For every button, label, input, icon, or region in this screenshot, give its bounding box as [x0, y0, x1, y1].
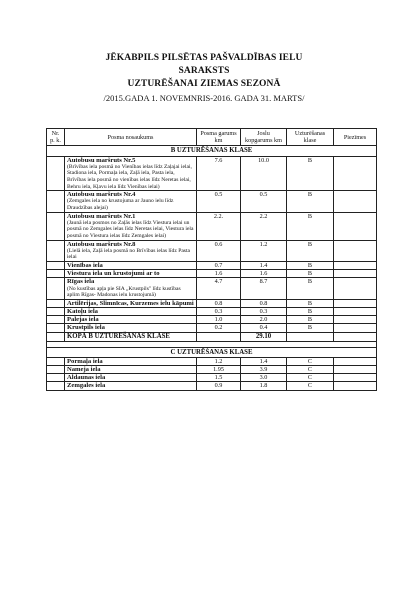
cell-notes	[334, 278, 377, 299]
header-class: Uzturēšanas klase	[287, 129, 334, 146]
street-name: Nameja iela	[65, 365, 197, 373]
header-strip-length: Joslu kopgarums km	[241, 129, 287, 146]
cell-name	[65, 324, 197, 332]
header-name: Posma nosaukums	[65, 129, 197, 146]
cell-length: 0.7	[197, 261, 241, 269]
section-c-row	[47, 347, 377, 357]
cell-class: B	[287, 261, 334, 269]
table-row	[47, 270, 377, 278]
section-b-title: B UZTURĒŠANAS KLASE	[47, 146, 377, 156]
title-list: SARAKSTS	[178, 66, 230, 76]
cell-class: B	[287, 270, 334, 278]
cell-notes	[334, 382, 377, 390]
cell-length: 1.2	[197, 357, 241, 365]
table-row	[47, 365, 377, 373]
cell-nr	[47, 332, 65, 341]
table-row	[47, 382, 377, 390]
cell-strip-length: 1.8	[241, 382, 287, 390]
cell-name	[65, 212, 197, 240]
cell-nr	[47, 212, 65, 240]
table-row	[47, 156, 377, 191]
cell-name	[65, 307, 197, 315]
street-name: Viestura iela un krustojumi ar to	[67, 270, 160, 278]
cell-name	[65, 278, 197, 299]
cell-strip-length: 0.3	[241, 307, 287, 315]
section-c-title: C UZTURĒŠANAS KLASE	[47, 347, 377, 357]
cell-notes	[334, 191, 377, 212]
cell-notes	[334, 261, 377, 269]
street-name: Rīgas iela	[67, 278, 95, 286]
cell-length: 0.9	[197, 382, 241, 390]
cell-strip-length: 8.7	[241, 278, 287, 299]
cell-class: C	[287, 382, 334, 390]
cell-length: 1.0	[197, 316, 241, 324]
street-description: (Brīvības iela posmā no Vienības ielas līdz Zaļajai ielai, Stadiona iela, Pormaļa iela, Zaļā iela, Pasta iela, Brīvības iela posmā no vienības ielas līdz Neretas ielai, Behru iela, Kļavu iela līdz Vienības ielai)	[67, 163, 192, 190]
cell-nr	[47, 299, 65, 307]
street-name: Artilērijas, Slimnīcas, Kurzemes ielu kāpumi	[67, 299, 194, 307]
cell-notes	[334, 270, 377, 278]
cell-class: B	[287, 240, 334, 261]
cell-length: 0.5	[197, 191, 241, 212]
cell-name	[65, 191, 197, 212]
cell-strip-length: 0.5	[241, 191, 287, 212]
cell-class: B	[287, 278, 334, 299]
table-row	[47, 316, 377, 324]
cell-length: 0.8	[197, 299, 241, 307]
street-name: Vienības iela	[67, 261, 103, 269]
cell-notes	[334, 324, 377, 332]
street-name: Palejas iela	[67, 316, 99, 324]
cell-strip-length: 0.4	[241, 324, 287, 332]
cell-length: 1.5	[197, 374, 241, 382]
cell-notes	[334, 299, 377, 307]
table-row	[47, 278, 377, 299]
street-name: Autobusu maršruts Nr.8	[67, 240, 136, 248]
cell-nr	[47, 316, 65, 324]
street-name: Zemgales iela	[65, 382, 197, 390]
cell-strip-length: 1.4	[241, 357, 287, 365]
table-row	[47, 240, 377, 261]
cell-nr	[47, 324, 65, 332]
cell-notes	[334, 240, 377, 261]
table-row	[47, 374, 377, 382]
cell-nr	[47, 278, 65, 299]
cell-notes	[334, 374, 377, 382]
cell-class: B	[287, 191, 334, 212]
cell-nr	[47, 156, 65, 191]
cell-name	[65, 240, 197, 261]
street-description: (Lielā iela, Zaļā iela posmā no Brīvības ielas līdz Pasta ielai	[67, 247, 191, 261]
street-maintenance-table	[46, 128, 377, 391]
cell-strip-length: 2.2	[241, 212, 287, 240]
cell-class: C	[287, 357, 334, 365]
cell-nr	[47, 374, 65, 382]
street-description: (Zemgales iela no krustojuma ar Jauno ielu līdz Draudzības alejai)	[67, 198, 174, 211]
cell-strip-length: 0.8	[241, 299, 287, 307]
cell-length: 1.6	[197, 270, 241, 278]
cell-length: 7.6	[197, 156, 241, 191]
cell-nr	[47, 240, 65, 261]
total-b-value: 29.10	[241, 332, 287, 341]
cell-length: 0.2	[197, 324, 241, 332]
cell-class	[287, 332, 334, 341]
header-nr: Nr. p. k.	[47, 129, 65, 146]
cell-strip-length: 1.6	[241, 270, 287, 278]
cell-nr	[47, 357, 65, 365]
cell-nr	[47, 191, 65, 212]
cell-class: B	[287, 299, 334, 307]
title-municipality: JĒKABPILS PILSĒTAS PAŠVALDĪBAS IELU	[105, 53, 303, 63]
street-description: (Jaunā iela posmos no Zaļās ielas līdz Viestura ielai un posmā no Zemgales ielas līdz Neretas ielai, Viestura iela posmā no Viestura ielas līdz Zemgales ielai)	[67, 219, 194, 239]
section-b-row	[47, 146, 377, 156]
cell-notes	[334, 332, 377, 341]
cell-nr	[47, 261, 65, 269]
cell-name	[65, 299, 197, 307]
header-length: Posma garums km	[197, 129, 241, 146]
cell-class: B	[287, 307, 334, 315]
street-description: (No kustības apļa pie SIA „Krustpils" līdz kustības aplim Rīgas- Madonas ielu krustojumā)	[67, 285, 181, 299]
street-name: Krustpils iela	[67, 324, 105, 332]
cell-strip-length: 10.0	[241, 156, 287, 191]
cell-class: B	[287, 324, 334, 332]
cell-notes	[334, 212, 377, 240]
cell-name	[65, 270, 197, 278]
table-row	[47, 299, 377, 307]
cell-strip-length: 1.4	[241, 261, 287, 269]
table-row	[47, 261, 377, 269]
cell-notes	[334, 156, 377, 191]
street-name: Autobusu maršruts Nr.1	[67, 212, 136, 220]
cell-notes	[334, 316, 377, 324]
cell-class: B	[287, 316, 334, 324]
total-b-row	[47, 332, 377, 341]
cell-name	[65, 156, 197, 191]
cell-length: 1.95	[197, 365, 241, 373]
table-row	[47, 324, 377, 332]
cell-length: 0.3	[197, 307, 241, 315]
title-period: /2015.GADA 1. NOVEMNRIS-2016. GADA 31. MARTS/	[103, 93, 305, 103]
table-row	[47, 357, 377, 365]
cell-length: 0.6	[197, 240, 241, 261]
cell-length: 4.7	[197, 278, 241, 299]
cell-nr	[47, 365, 65, 373]
cell-nr	[47, 307, 65, 315]
cell-notes	[334, 357, 377, 365]
cell-name	[65, 261, 197, 269]
cell-class: C	[287, 365, 334, 373]
title-purpose: UZTURĒŠANAI ZIEMAS SEZONĀ	[127, 79, 281, 89]
cell-class: C	[287, 374, 334, 382]
table-row	[47, 191, 377, 212]
street-name: Katoļu iela	[67, 307, 98, 315]
cell-nr	[47, 382, 65, 390]
cell-notes	[334, 365, 377, 373]
street-name: Aldaunas iela	[65, 374, 197, 382]
cell-nr	[47, 270, 65, 278]
cell-length	[197, 332, 241, 341]
table-row	[47, 307, 377, 315]
header-notes: Piezīmes	[334, 129, 377, 146]
street-name: Autobusu maršruts Nr.5	[67, 156, 136, 164]
cell-notes	[334, 307, 377, 315]
document-header	[0, 52, 408, 104]
table-header-row	[47, 129, 377, 146]
cell-class: B	[287, 212, 334, 240]
cell-strip-length: 2.0	[241, 316, 287, 324]
cell-strip-length: 1.2	[241, 240, 287, 261]
street-name: Pormaļa iela	[65, 357, 197, 365]
cell-strip-length: 3.0	[241, 374, 287, 382]
total-b-label: KOPĀ B UZTURĒŠANAS KLASE	[65, 332, 197, 341]
table-row	[47, 212, 377, 240]
street-name: Autobusu maršruts Nr.4	[67, 191, 136, 199]
cell-name	[65, 316, 197, 324]
cell-strip-length: 3.9	[241, 365, 287, 373]
cell-class: B	[287, 156, 334, 191]
cell-length: 2.2.	[197, 212, 241, 240]
